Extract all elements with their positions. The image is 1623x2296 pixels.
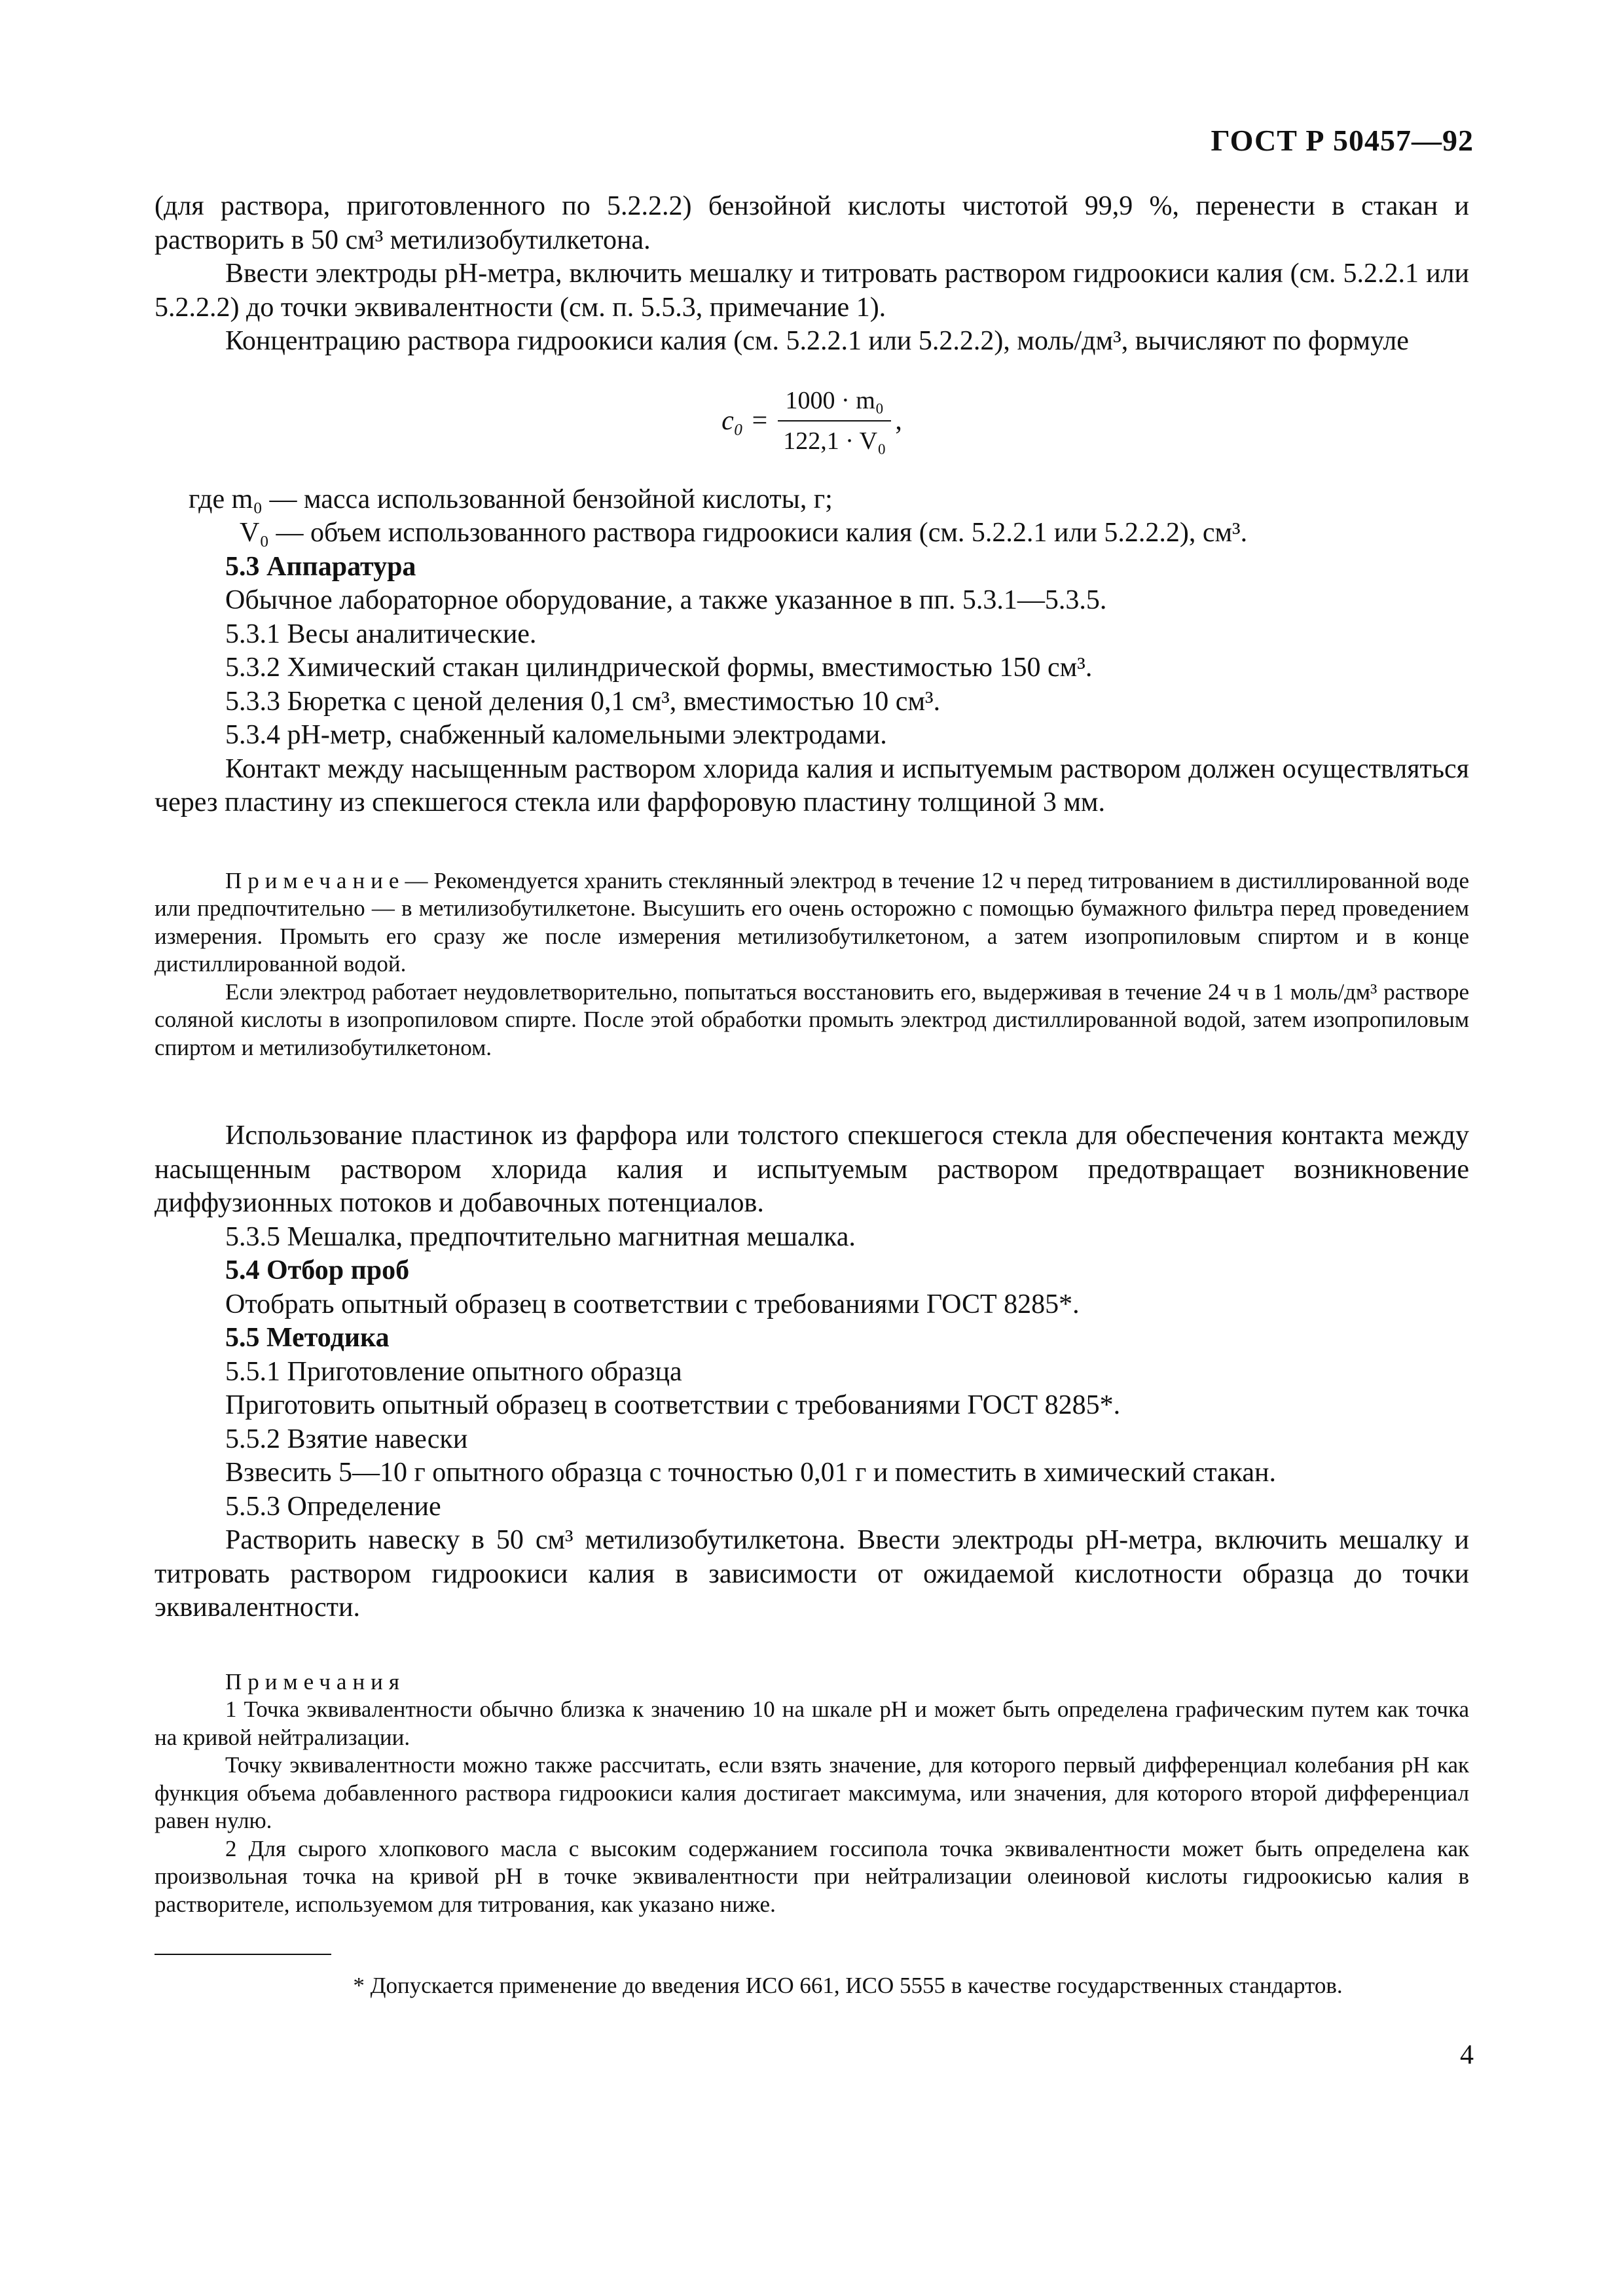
note-1b: Точку эквивалентности можно также рассчитать, если взять значение, для которого первый дифференциал колебания рН как функция объема добавленного раствора гидроокиси калия достигает максимума, или значения, для которого второй дифференциал равен нулю.	[155, 1752, 1469, 1833]
formula-denominator: 122,1 · V₀	[778, 420, 891, 456]
note-label: Примечание	[225, 867, 405, 893]
paragraph-benzoic-acid: (для раствора, приготовленного по 5.2.2.2) бензойной кислоты чистотой 99,9 %, перенести в стакан и растворить в 50 см³ метилизобутилкетона.	[155, 191, 1469, 255]
paragraph-plates: Использование пластинок из фарфора или толстого спекшегося стекла для обеспечения контакта между насыщенным раствором хлорида калия и испытуемым раствором предотвращает возникновение диффузионных потоков и добавочных потенциалов.	[155, 1121, 1469, 1218]
section-heading-5-4: 5.4 Отбор проб	[225, 1255, 410, 1285]
paragraph-contact: Контакт между насыщенным раствором хлорида калия и испытуемым раствором должен осуществляться через пластину из спекшегося стекла или фарфоровую пластину толщиной 3 мм.	[155, 753, 1469, 817]
item-5-3-5: 5.3.5 Мешалка, предпочтительно магнитная мешалка.	[225, 1221, 856, 1252]
item-5-5-1-text: Приготовить опытный образец в соответствии с требованиями ГОСТ 8285*.	[225, 1390, 1121, 1420]
where-v0: V₀ — объем использованного раствора гидроокиси калия (см. 5.2.2.1 или 5.2.2.2), см³.	[240, 518, 1248, 548]
formula-c0	[155, 359, 1469, 483]
where-m0: где m₀ — масса использованной бензойной кислоты, г;	[189, 484, 833, 514]
section-heading-5-3: 5.3 Аппаратура	[225, 551, 416, 582]
section-5-3-intro: Обычное лабораторное оборудование, а также указанное в пп. 5.3.1—5.3.5.	[225, 585, 1107, 615]
paragraph-concentration: Концентрацию раствора гидроокиси калия (см. 5.2.2.1 или 5.2.2.2), моль/дм³, вычисляют по формуле	[225, 326, 1409, 356]
item-5-3-2: 5.3.2 Химический стакан цилиндрической формы, вместимостью 150 см³.	[225, 653, 1093, 683]
footnote: * Допускается применение до введения ИСО 661, ИСО 5555 в качестве государственных стандартов.	[353, 1973, 1343, 1998]
page-body	[155, 190, 1469, 2000]
item-5-5-3-text: Растворить навеску в 50 см³ метилизобутилкетона. Ввести электроды рН-метра, включить мешалку и титровать раствором гидроокиси калия в зависимости от ожидаемой кислотности образца до точки эквивалентности.	[155, 1525, 1469, 1623]
item-5-5-2-text: Взвесить 5—10 г опытного образца с точностью 0,01 г и поместить в химический стакан.	[225, 1458, 1277, 1488]
note-1: 1 Точка эквивалентности обычно близка к значению 10 на шкале рН и может быть определена графическим путем как точка на кривой нейтрализации.	[155, 1696, 1469, 1750]
item-5-3-3: 5.3.3 Бюретка с ценой деления 0,1 см³, вместимостью 10 см³.	[225, 686, 941, 717]
note-electrode-restore: Если электрод работает неудовлетворительно, попытаться восстановить его, выдерживая в течение 24 ч в 1 моль/дм³ растворе соляной кислоты в изопропиловом спирте. После этой обработки промыть электрод дистиллированной водой, затем изопропиловым спиртом и метилизобутилкетоном.	[155, 978, 1469, 1060]
item-5-5-2: 5.5.2 Взятие навески	[225, 1424, 468, 1454]
note-electrode	[155, 867, 1469, 978]
formula-lhs: c₀ =	[721, 405, 769, 436]
notes-label: Примечания	[225, 1668, 406, 1695]
footnote-rule	[155, 1954, 331, 1955]
note-2: 2 Для сырого хлопкового масла с высоким содержанием госсипола точка эквивалентности может быть определена как произвольная точка на кривой рН в точке эквивалентности при нейтрализации олеиновой кислоты гидроокисью калия в растворителе, используемом для титрования, как указано ниже.	[155, 1835, 1469, 1917]
formula-trail: ,	[895, 405, 902, 436]
section-5-4-text: Отобрать опытный образец в соответствии с требованиями ГОСТ 8285*.	[225, 1289, 1080, 1319]
item-5-3-1: 5.3.1 Весы аналитические.	[225, 619, 537, 649]
note-text: — Рекомендуется хранить стеклянный электрод в течение 12 ч перед титрованием в дистиллированной воде или предпочтительно — в метилизобутилкетоне. Высушить его очень осторожно с помощью бумажного фильтра перед проведением измерения. Промыть его сразу же после измерения метилизобутилкетоном, а затем изопропиловым спиртом и в конце дистиллированной водой.	[155, 867, 1469, 977]
paragraph-titrate: Ввести электроды рН-метра, включить мешалку и титровать раствором гидроокиси калия (см. 5.2.2.1 или 5.2.2.2) до точки эквивалентности (см. п. 5.5.3, примечание 1).	[155, 259, 1469, 323]
formula-fraction	[778, 386, 891, 456]
page-number: 4	[1460, 2040, 1474, 2070]
item-5-5-1: 5.5.1 Приготовление опытного образца	[225, 1356, 682, 1387]
section-heading-5-5: 5.5 Методика	[225, 1323, 390, 1353]
item-5-3-4: 5.3.4 рН-метр, снабженный каломельными электродами.	[225, 720, 887, 750]
formula-numerator: 1000 · m₀	[785, 386, 884, 414]
document-code-header: ГОСТ Р 50457—92	[1211, 124, 1474, 157]
item-5-5-3: 5.5.3 Определение	[225, 1491, 441, 1522]
